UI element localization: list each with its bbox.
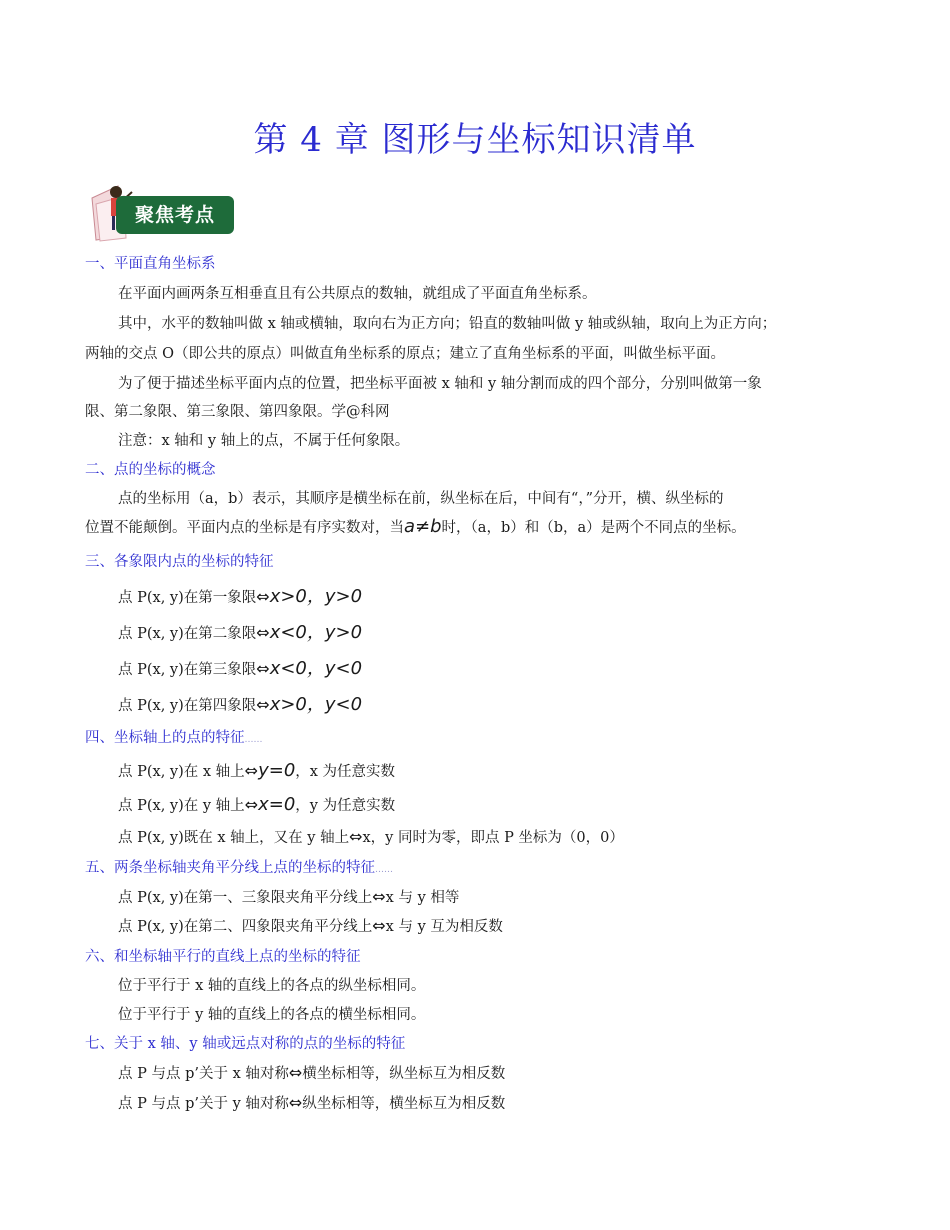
text: 纵坐标相等，横坐标互为相反数 [302, 1096, 506, 1112]
paragraph: 为了便于描述坐标平面内点的位置，把坐标平面被 x 轴和 y 轴分割而成的四个部分，分别叫做第一象 [118, 376, 762, 392]
text: 时，（a，b）和（b，a）是两个不同点的坐标。 [441, 520, 746, 536]
math-condition: x>0，y>0 [269, 586, 363, 607]
text: 点 P(x, y)在第一、三象限夹角平分线上 [118, 890, 373, 906]
quadrant-row [85, 690, 362, 716]
dots: …… [375, 865, 393, 875]
iff-symbol: ⇔ [349, 827, 363, 846]
iff-symbol: ⇔ [256, 695, 270, 714]
math-condition: y=0 [258, 760, 296, 781]
section-heading [85, 726, 263, 747]
math-condition: x>0，y<0 [269, 694, 363, 715]
focus-badge [88, 178, 238, 244]
paragraph: 限、第二象限、第三象限、第四象限。学@科网 [85, 404, 390, 420]
axis-row [85, 760, 395, 781]
math-condition: x=0 [258, 794, 296, 815]
iff-symbol: ⇔ [288, 1063, 303, 1082]
text: 点 P(x, y)既在 x 轴上，又在 y 轴上 [118, 830, 350, 846]
text: 点 P 与点 p’关于 y 轴对称 [118, 1096, 289, 1112]
text: x 与 y 互为相反数 [385, 919, 503, 935]
section-heading: 六、和坐标轴平行的直线上点的坐标的特征 [85, 949, 361, 965]
math-inequality: a≠b [404, 516, 442, 537]
axis-row [85, 794, 395, 815]
axis-row [85, 826, 624, 847]
text: ，x 为任意实数 [295, 764, 396, 780]
text: 点 P 与点 p’关于 x 轴对称 [118, 1066, 289, 1082]
quadrant-row [85, 582, 362, 608]
text: 点 P(x, y)在第四象限 [118, 698, 257, 714]
iff-symbol: ⇔ [244, 795, 259, 814]
paragraph: 两轴的交点 O（即公共的原点）叫做直角坐标系的原点；建立了直角坐标系的平面，叫做坐标平面。 [85, 346, 725, 362]
iff-symbol: ⇔ [288, 1093, 303, 1112]
text: 点 P(x, y)在第一象限 [118, 590, 257, 606]
iff-symbol: ⇔ [256, 623, 270, 642]
text: x 与 y 相等 [385, 890, 460, 906]
iff-symbol: ⇔ [256, 659, 270, 678]
iff-symbol: ⇔ [256, 587, 270, 606]
quadrant-row [85, 654, 362, 680]
iff-symbol: ⇔ [244, 761, 259, 780]
heading-text: 四、坐标轴上的点的特征 [85, 730, 245, 746]
paragraph [85, 516, 746, 537]
page-title: 第 4 章 图形与坐标知识清单 [253, 120, 697, 160]
bisector-row [85, 915, 503, 936]
paragraph: 其中，水平的数轴叫做 x 轴或横轴，取向右为正方向；铅直的数轴叫做 y 轴或纵轴，取向上为正方向； [118, 316, 777, 332]
text: 点 P(x, y)在第二、四象限夹角平分线上 [118, 919, 373, 935]
dots: …… [244, 735, 263, 745]
focus-badge-label: 聚焦考点 [116, 196, 234, 234]
symmetry-row [85, 1062, 505, 1083]
symmetry-row [85, 1092, 505, 1113]
text: 点 P(x, y)在 x 轴上 [118, 764, 245, 780]
text: 位置不能颠倒。平面内点的坐标是有序实数对，当 [85, 520, 404, 536]
heading-text: 五、两条坐标轴夹角平分线上点的坐标的特征 [85, 860, 375, 876]
section-heading: 三、各象限内点的坐标的特征 [85, 554, 274, 570]
section-heading [85, 856, 393, 877]
math-condition: x<0，y>0 [269, 622, 363, 643]
paragraph: 位于平行于 y 轴的直线上的各点的横坐标相同。 [118, 1007, 426, 1023]
math-condition: x<0，y<0 [269, 658, 363, 679]
text: ，y 为任意实数 [295, 798, 396, 814]
iff-symbol: ⇔ [372, 887, 386, 906]
paragraph: 位于平行于 x 轴的直线上的各点的纵坐标相同。 [118, 978, 426, 994]
bisector-row [85, 886, 459, 907]
paragraph: 在平面内画两条互相垂直且有公共原点的数轴，就组成了平面直角坐标系。 [118, 286, 597, 302]
paragraph: 注意：x 轴和 y 轴上的点，不属于任何象限。 [118, 433, 410, 449]
iff-symbol: ⇔ [372, 916, 386, 935]
section-heading: 二、点的坐标的概念 [85, 462, 216, 478]
text: x，y 同时为零，即点 P 坐标为（0，0） [362, 830, 624, 846]
text: 横坐标相等，纵坐标互为相反数 [302, 1066, 506, 1082]
text: 点 P(x, y)在第二象限 [118, 626, 257, 642]
section-heading: 七、关于 x 轴、y 轴或远点对称的点的坐标的特征 [85, 1036, 406, 1052]
quadrant-row [85, 618, 362, 644]
section-heading: 一、平面直角坐标系 [85, 256, 216, 272]
text: 点 P(x, y)在 y 轴上 [118, 798, 245, 814]
paragraph: 点的坐标用（a，b）表示，其顺序是横坐标在前，纵坐标在后，中间有“，”分开，横、纵坐标的 [118, 491, 724, 507]
text: 点 P(x, y)在第三象限 [118, 662, 257, 678]
